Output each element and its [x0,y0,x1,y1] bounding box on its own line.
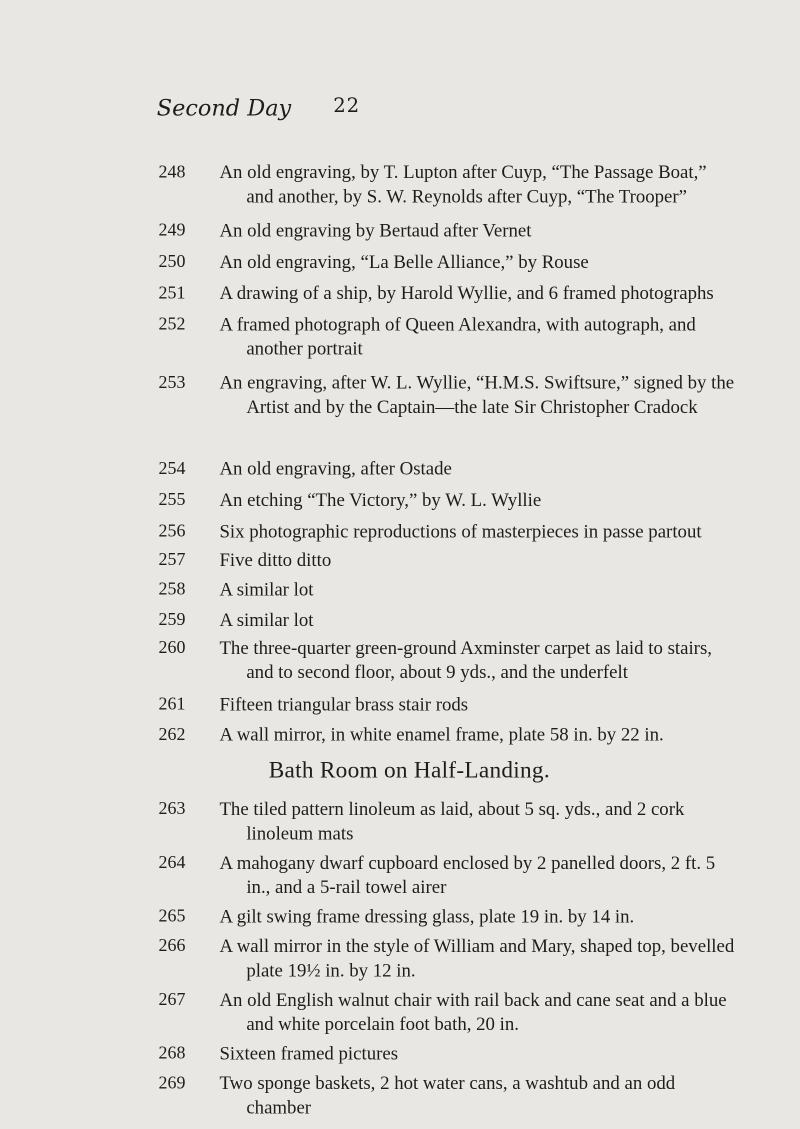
running-head [0,95,717,131]
lot-description: The tiled pattern linoleum as laid, about 5 sq. yds., and 2 cork linoleum mats [219,798,685,844]
lot-description: An etching “The Victory,” by W. L. Wyllie [219,489,542,511]
lot-description: Sixteen framed pictures [219,1042,399,1065]
lot-number: 253 [158,372,186,393]
lot-number: 252 [158,314,186,335]
lot-number: 263 [158,798,186,819]
lot-description: An engraving, after W. L. Wyllie, “H.M.S. Swiftsure,” signed by the Artist and by the Captain—the late Sir Christopher Cradock [219,371,735,418]
lot-number: 268 [158,1043,186,1064]
lot-number: 262 [158,724,186,745]
lot-description: A wall mirror in the style of William and Mary, shaped top, bevelled plate 19½ in. by 12 in. [219,935,735,981]
lot-number: 249 [158,220,186,241]
lot-number: 266 [158,936,186,956]
lot-number: 269 [158,1073,186,1093]
lot-number: 251 [158,283,186,303]
lot-description: A framed photograph of Queen Alexandra, with autograph, and another portrait [219,313,696,360]
lot-number: 267 [158,989,186,1010]
lot-description: Fifteen triangular brass stair rods [219,693,469,715]
lot-description: An old engraving by Bertaud after Vernet [219,219,532,241]
page-number: 22 [333,94,361,118]
lot-description: A wall mirror, in white enamel frame, plate 58 in. by 22 in. [219,723,664,746]
lot-description: Six photographic reproductions of masterpieces in passe partout [219,520,702,542]
lot-description: A gilt swing frame dressing glass, plate 19 in. by 14 in. [219,905,635,928]
lot-description: Two sponge baskets, 2 hot water cans, a washtub and an odd chamber [219,1072,676,1118]
lot-description: Five ditto ditto [219,549,332,571]
lot-description: An old engraving, by T. Lupton after Cuyp, “The Passage Boat,” and another, by S. W. Reynolds after Cuyp, “The Trooper” [219,161,707,207]
lot-number: 258 [158,579,186,600]
lot-description: The three-quarter green-ground Axminster carpet as laid to stairs, and to second floor, about 9 yds., and the underfelt [219,636,712,683]
section-heading: Bath Room on Half-Landing. [268,756,550,783]
lot-number: 255 [158,489,186,510]
lot-number: 248 [158,162,186,182]
running-head-title: Second Day [156,94,292,121]
lot-number: 265 [158,906,186,927]
lot-number: 260 [158,637,186,658]
lot-number: 257 [158,549,186,570]
lot-description: A mahogany dwarf cupboard enclosed by 2 panelled doors, 2 ft. 5 in., and a 5-rail towel airer [219,851,716,898]
lot-number: 250 [158,251,186,272]
lot-number: 264 [158,852,186,873]
lot-description: A drawing of a ship, by Harold Wyllie, and 6 framed photographs [219,282,714,304]
lot-number: 261 [158,694,186,714]
lot-number: 254 [158,458,186,479]
lot-description: An old English walnut chair with rail back and cane seat and a blue and white porcelain foot bath, 20 in. [219,988,727,1035]
lot-description: A similar lot [219,578,314,601]
lot-number: 256 [158,521,186,542]
lot-description: A similar lot [219,609,314,631]
lot-description: An old engraving, after Ostade [219,457,452,480]
lot-number: 259 [158,609,186,630]
lot-description: An old engraving, “La Belle Alliance,” by Rouse [219,250,589,273]
